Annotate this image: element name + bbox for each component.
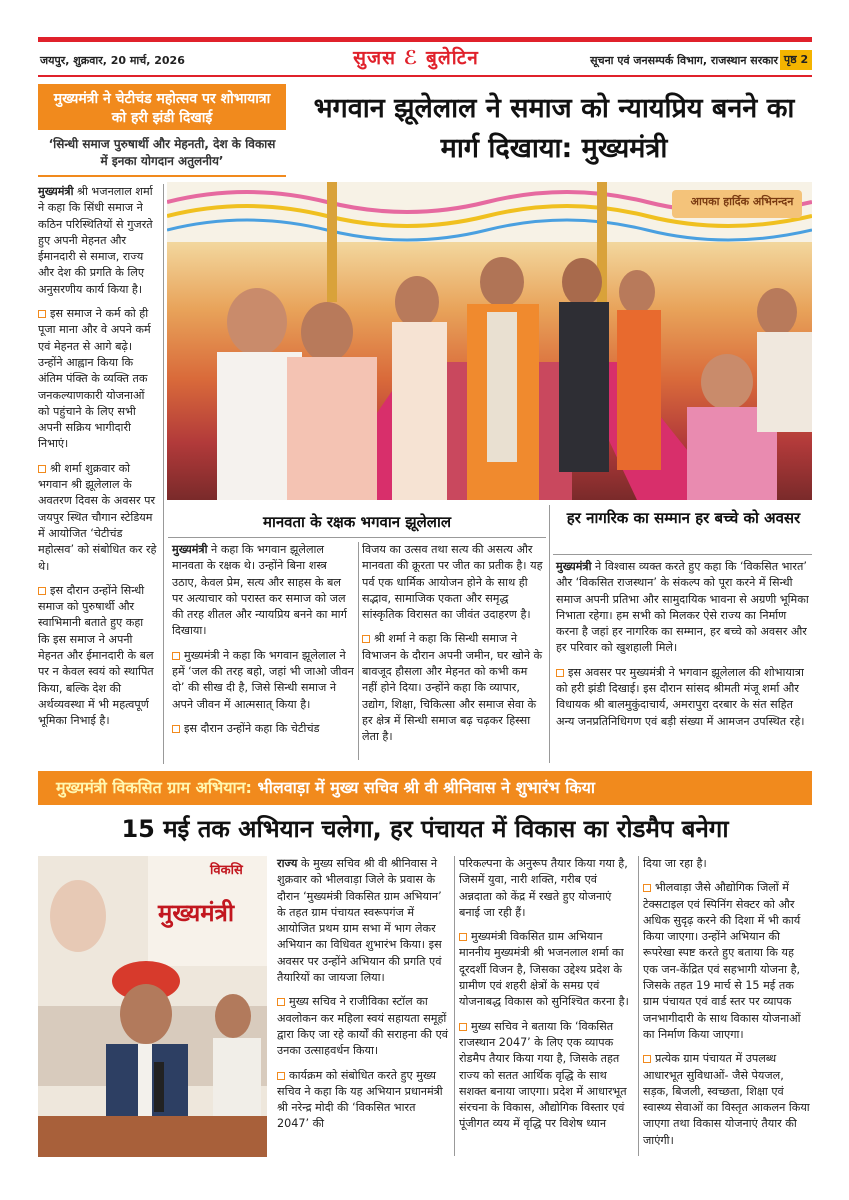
bullet-icon bbox=[38, 587, 46, 595]
masthead-logo: सुजस ℰ बुलेटिन bbox=[353, 47, 479, 69]
column-divider bbox=[549, 505, 550, 763]
photo-illustration bbox=[167, 182, 812, 500]
paragraph: राज्य के मुख्य सचिव श्री वी श्रीनिवास ने शुक्रवार को भीलवाड़ा जिले के प्रवास के दौरान ‘मुख्यमंत्री विकसित ग्राम अभियान’ के तहत ग्राम पंचायत स्वरूपगंज में आयोजित प्रथम ग्राम सभा में भाग लेकर अभियान का विधिवत शुभारंभ किया। इस अवसर पर उन्होंने अभियान की प्रगति एवं तैयारियों का जायजा लिया। bbox=[277, 857, 442, 985]
bullet-icon bbox=[172, 725, 180, 733]
page-number: पृष्ठ 2 bbox=[780, 50, 812, 70]
story2-band bbox=[38, 771, 812, 805]
paragraph: मुख्यमंत्री ने कहा कि भगवान झूलेलाल ने हमें ‘जल की तरह बहो, जहां भी जाओ जीवन दो’ की सीख दी है, जिसे सिन्धी समाज ने अपने जीवन में आत्मसात् किया है। bbox=[172, 648, 354, 711]
paragraph: दिया जा रहा है। bbox=[643, 857, 707, 870]
story2-column-3 bbox=[643, 856, 812, 1156]
bullet-icon bbox=[643, 1055, 651, 1063]
section-a-column-1 bbox=[172, 542, 355, 764]
story2-column-2 bbox=[459, 856, 633, 1156]
story1-left-column bbox=[38, 184, 158, 764]
paragraph: इस समाज ने कर्म को ही पूजा माना और वे अपने कर्म एवं मेहनत से आगे बढ़े। उन्होंने आह्वान किया कि अंतिम पंक्ति के व्यक्ति तक जनकल्याणकारी योजनाओं को पहुंचाने के लिए सभी अपनी सक्रिय भागीदारी निभाएं। bbox=[38, 307, 151, 451]
bullet-icon bbox=[277, 1072, 285, 1080]
section-rule bbox=[168, 537, 546, 538]
chief-secretary-photo bbox=[38, 856, 267, 1157]
photo-stage-banner-small: विकसि bbox=[210, 863, 243, 878]
paragraph: मुख्य सचिव ने बताया कि ‘विकसित राजस्थान 2047’ के लिए एक व्यापक रोडमैप तैयार किया गया है, जिसके तहत राज्य को सतत आर्थिक वृद्धि के साथ सशक्त बनाया जाएगा। प्रदेश में आधारभूत संरचना के विकास, औद्योगिक विस्तार एवं पूंजीगत व्यय में वृद्धि पर विशेष ध्यान bbox=[459, 1019, 627, 1131]
paragraph: मुख्यमंत्री श्री भजनलाल शर्मा ने कहा कि सिंधी समाज ने कठिन परिस्थितियों से गुजरते हुए अपनी मेहनत और ईमानदारी से समाज, राज्य और देश की प्रगति के लिए अनुसरणीय कार्य किया है। bbox=[38, 185, 153, 296]
masthead-bottom-rule bbox=[38, 75, 812, 77]
paragraph: परिकल्पना के अनुरूप तैयार किया गया है, जिसमें युवा, नारी शक्ति, गरीब एवं अन्नदाता को केंद्र में रखते हुए योजनाएं बनाई जा रही हैं। bbox=[459, 857, 628, 919]
bullet-icon bbox=[172, 652, 180, 660]
story2-column-1 bbox=[277, 856, 449, 1156]
paragraph: मुख्यमंत्री ने कहा कि भगवान झूलेलाल मानवता के रक्षक थे। उन्होंने बिना शस्त्र उठाए, केवल प्रेम, सत्य और साहस के बल पर अत्याचार को परास्त कर समाज को जल की तरह शीतल और न्यायप्रिय बनने का मार्ग दिखाया। bbox=[172, 543, 347, 638]
paragraph: मुख्य सचिव ने राजीविका स्टॉल का अवलोकन कर महिला स्वयं सहायता समूहों द्वारा किए जा रहे कार्यों की सराहना की एवं उनका उत्साहवर्धन किया। bbox=[277, 995, 448, 1058]
paragraph: इस अवसर पर मुख्यमंत्री ने भगवान झूलेलाल की शोभायात्रा को हरी झंडी दिखाई। इस दौरान सांसद श्रीमती मंजू शर्मा और विधायक श्री बालमुकुंदाचार्य, अमरापुरा दरबार के संत सहित अन्य जनप्रतिनिधिगण एवं बड़ी संख्या में आमजन उपस्थित रहे। bbox=[556, 665, 805, 728]
bullet-icon bbox=[277, 998, 285, 1006]
paragraph: इस दौरान उन्होंने सिन्धी समाज को पुरुषार्थी और स्वाभिमानी बताते हुए कहा कि इस समाज ने अपनी मेहनत और ईमानदारी के बल पर न केवल स्वयं को स्थापित किया, बल्कि देश की अर्थव्यवस्था में भी महत्वपूर्ण भूमिका निभाई है। bbox=[38, 583, 154, 728]
section-a-column-2 bbox=[362, 542, 544, 764]
band-text: भीलवाड़ा में मुख्य सचिव श्री वी श्रीनिवास ने शुभारंभ किया bbox=[251, 778, 596, 797]
story1-subkicker: ‘सिन्धी समाज पुरुषार्थी और मेहनती, देश के विकास में इनका योगदान अतुलनीय’ bbox=[38, 131, 286, 177]
paragraph: श्री शर्मा ने कहा कि सिन्धी समाज ने विभाजन के दौरान अपनी जमीन, घर खोने के बावजूद हौसला और मेहनत को कभी कम नहीं होने दिया। उन्होंने कहा कि व्यापार, उद्योग, शिक्षा, चिकित्सा और समाज सेवा के हर क्षेत्र में सिन्धी समाज बढ़ चढ़कर हिस्सा लेता है। bbox=[362, 632, 543, 744]
column-divider bbox=[454, 856, 455, 1156]
column-divider bbox=[638, 856, 639, 1156]
issue-date: जयपुर, शुक्रवार, 20 मार्च, 2026 bbox=[40, 54, 185, 67]
story2-headline: 15 मई तक अभियान चलेगा, हर पंचायत में विकास का रोडमैप बनेगा bbox=[121, 815, 729, 843]
bullet-icon bbox=[459, 933, 467, 941]
masthead-top-rule bbox=[38, 37, 812, 42]
chief-minister-procession-photo bbox=[167, 182, 812, 500]
section-title-samman: हर नागरिक का सम्मान हर बच्चे को अवसर bbox=[566, 509, 801, 527]
paragraph: मुख्यमंत्री विकसित ग्राम अभियान माननीय मुख्यमंत्री श्री भजनलाल शर्मा का दूरदर्शी विजन है, जिसका उद्देश्य प्रदेश के ग्रामीण एवं शहरी क्षेत्रों के समग्र एवं योजनाबद्ध विकास को सुनिश्चित करना है। bbox=[459, 930, 629, 1009]
paragraph: श्री शर्मा शुक्रवार को भगवान श्री झूलेलाल के अवतरण दिवस के अवसर पर जयपुर स्थित चौगान स्टेडियम में आयोजित ‘चेटीचंड महोत्सव’ को संबोधित कर रहे थे। bbox=[38, 461, 157, 573]
bullet-icon bbox=[362, 635, 370, 643]
band-prefix: मुख्यमंत्री विकसित ग्राम अभियान: bbox=[56, 778, 252, 797]
bullet-icon bbox=[38, 310, 46, 318]
section-title-manavta: मानवता के रक्षक भगवान झूलेलाल bbox=[262, 513, 452, 531]
column-divider bbox=[358, 542, 359, 760]
department-name: सूचना एवं जनसम्पर्क विभाग, राजस्थान सरकार bbox=[590, 54, 778, 67]
paragraph: भीलवाड़ा जैसे औद्योगिक जिलों में टेक्सटाइल एवं स्पिनिंग सेक्टर को और अधिक सुदृढ़ करने की दिशा में भी कार्य किया जाएगा। उन्होंने अभियान की रूपरेखा स्पष्ट करते हुए बताया कि यह एक जन-केंद्रित एवं सहभागी योजना है, जिसके तहत 19 मार्च से 15 मई तक ग्राम पंचायत एवं वार्ड स्तर पर व्यापक जनभागीदारी के साथ विकास योजनाओं का निर्माण किया जाएगा। bbox=[643, 881, 801, 1041]
section-rule bbox=[553, 554, 812, 555]
story1-kicker: मुख्यमंत्री ने चेटीचंड महोत्सव पर शोभायात्रा को हरी झंडी दिखाई bbox=[38, 84, 286, 130]
bullet-icon bbox=[643, 884, 651, 892]
paragraph: मुख्यमंत्री ने विश्वास व्यक्त करते हुए कहा कि ‘विकसित भारत’ और ‘विकसित राजस्थान’ के संकल्प को पूरा करने में सिन्धी समाज अपनी प्रतिभा और सामुदायिक भावना से अग्रणी भूमिका निभाता रहेगा। हम सभी को मिलकर ऐसे राज्य का निर्माण करना है जहां हर नागरिक का सम्मान, हर बच्चे को अवसर और हर परिवार को खुशहाली मिले। bbox=[556, 560, 809, 655]
section-b-column bbox=[556, 559, 812, 764]
paragraph: इस दौरान उन्होंने कहा कि चेटीचंड bbox=[172, 721, 355, 737]
paragraph: कार्यक्रम को संबोधित करते हुए मुख्य सचिव ने कहा कि यह अभियान प्रधानमंत्री श्री नरेन्द्र मोदी की ‘विकसित भारत 2047’ की bbox=[277, 1068, 443, 1131]
photo-welcome-banner: आपका हार्दिक अभिनन्दन bbox=[690, 195, 794, 208]
paragraph: प्रत्येक ग्राम पंचायत में उपलब्ध आधारभूत सुविधाओं- जैसे पेयजल, सड़क, बिजली, स्वच्छता, शिक्षा एवं स्वास्थ्य सेवाओं का विस्तृत आकलन किया जाएगा तथा विकास योजनाएं तैयार की जाएंगी। bbox=[643, 1052, 810, 1147]
bullet-icon bbox=[459, 1023, 467, 1031]
story1-headline: भगवान झूलेलाल ने समाज को न्यायप्रिय बनने का मार्ग दिखाया: मुख्यमंत्री bbox=[313, 93, 795, 164]
bullet-icon bbox=[556, 669, 564, 677]
photo-stage-banner: मुख्यमंत्री bbox=[158, 899, 235, 927]
bullet-icon bbox=[38, 465, 46, 473]
column-divider bbox=[163, 184, 164, 764]
paragraph: विजय का उत्सव तथा सत्य की असत्य और मानवता की क्रूरता पर जीत का प्रतीक है। यह पर्व एक धार्मिक आयोजन होने के साथ ही सद्भाव, सामाजिक एकता और समृद्ध सांस्कृतिक विरासत का जीवंत उदाहरण है। bbox=[362, 543, 543, 622]
